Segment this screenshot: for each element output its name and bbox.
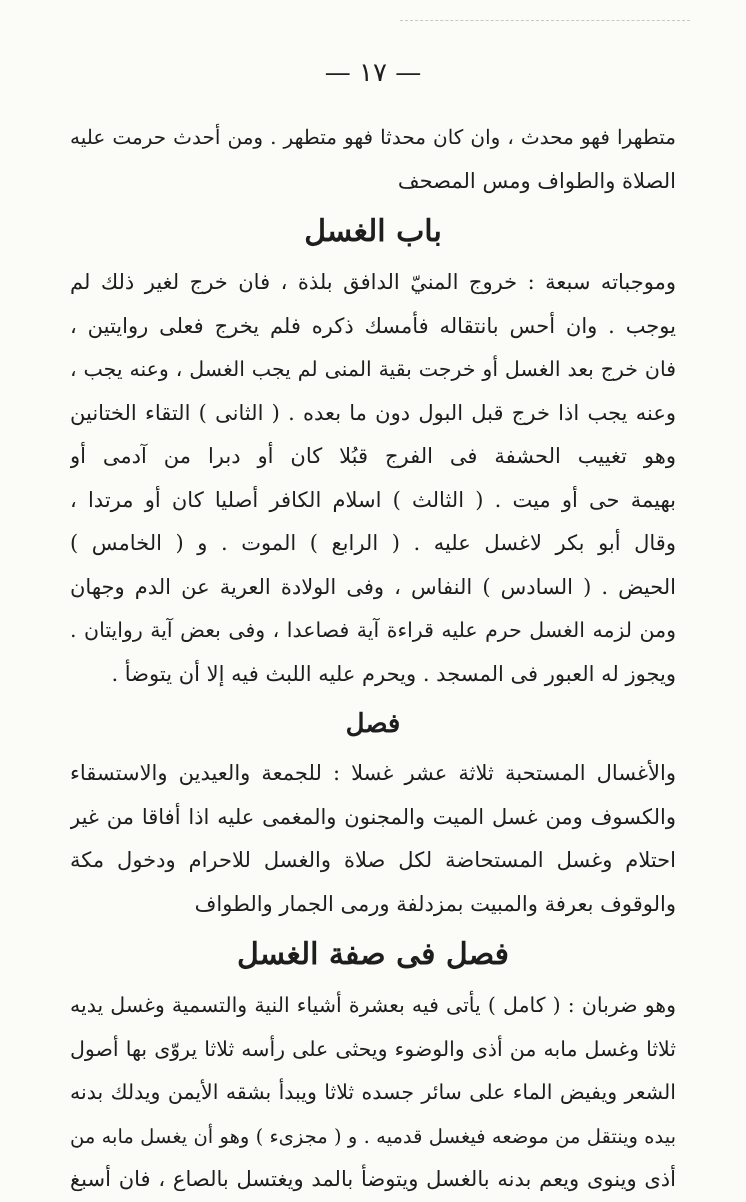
text-line: وهو ضربان : ( كامل ) يأتى فيه بعشرة أشياء النية والتسمية وغسل يديه <box>70 993 676 1017</box>
text-line: متطهرا فهو محدث ، وان كان محدثا فهو متطهر . ومن أحدث حرمت عليه <box>70 125 676 149</box>
ghusl-paragraph <box>70 261 676 696</box>
section-heading-fasl: فصل <box>345 709 401 739</box>
text-line: ومن لزمه الغسل حرم عليه قراءة آية فصاعدا ، وفى بعض آية روايتان . <box>70 618 676 642</box>
recommended-ghusl-paragraph <box>70 752 676 926</box>
page-body <box>70 116 676 1202</box>
text-line: احتلام وغسل المستحاضة لكل صلاة والغسل للاحرام ودخول مكة <box>70 848 676 872</box>
text-line: الصلاة والطواف ومس المصحف <box>397 168 676 193</box>
text-line: أذى وينوى ويعم بدنه بالغسل ويتوضأ بالمد ويغتسل بالصاع ، فان أسبغ <box>70 1167 676 1191</box>
text-line: والوقوف بعرفة والمبيت بمزدلفة ورمى الجمار والطواف <box>194 891 676 916</box>
text-line: فان خرج بعد الغسل أو خرجت بقية المنى لم يجب الغسل ، وعنه يجب ، <box>70 357 676 381</box>
text-line: وهو تغييب الحشفة فى الفرج قبُلا كان أو دبرا من آدمى أو <box>70 444 676 468</box>
text-line: بيده وينتقل من موضعه فيغسل قدميه . و ( مجزىء ) وهو أن يغسل مابه من <box>70 1124 676 1148</box>
text-line: والكسوف ومن غسل الميت والمجنون والمغمى عليه اذا أفاقا من غير <box>70 804 676 829</box>
text-line: وموجباته سبعة : خروج المنيّ الدافق بلذة ، فان خرج لغير ذلك لم <box>70 270 676 294</box>
text-line: ويجوز له العبور فى المسجد . ويحرم عليه اللبث فيه إلا أن يتوضأ . <box>111 661 676 686</box>
top-rule <box>400 20 690 21</box>
section-heading-sifat-al-ghusl: فصل فى صفة الغسل <box>237 937 509 972</box>
text-line: بهيمة حى أو ميت . ( الثالث ) اسلام الكافر أصليا كان أو مرتدا ، <box>70 487 676 512</box>
text-line: الحيض . ( السادس ) النفاس ، وفى الولادة العرية عن الدم وجهان <box>70 574 676 599</box>
intro-paragraph <box>70 116 676 203</box>
text-line: الشعر ويفيض الماء على سائر جسده ثلاثا ويبدأ بشقه الأيمن ويدلك بدنه <box>70 1080 676 1104</box>
text-line: يوجب . وان أحس بانتقاله فأمسك ذكره فلم يخرج فعلى روايتين ، <box>70 313 676 338</box>
ghusl-description-paragraph <box>70 984 676 1202</box>
text-line: والأغسال المستحبة ثلاثة عشر غسلا : للجمعة والعيدين والاستسقاء <box>70 761 676 785</box>
section-heading-bab-al-ghusl: باب الغسل <box>304 214 442 249</box>
page-number: — ١٧ — <box>324 58 422 88</box>
text-line: وعنه يجب اذا خرج قبل البول دون ما بعده . ( الثانى ) التقاء الختانين <box>70 400 676 425</box>
text-line: وقال أبو بكر لاغسل عليه . ( الرابع ) الموت . و ( الخامس ) <box>70 531 676 555</box>
text-line: ثلاثا وغسل مابه من أذى والوضوء ويحثى على رأسه ثلاثا يروّى بها أصول <box>70 1036 676 1061</box>
